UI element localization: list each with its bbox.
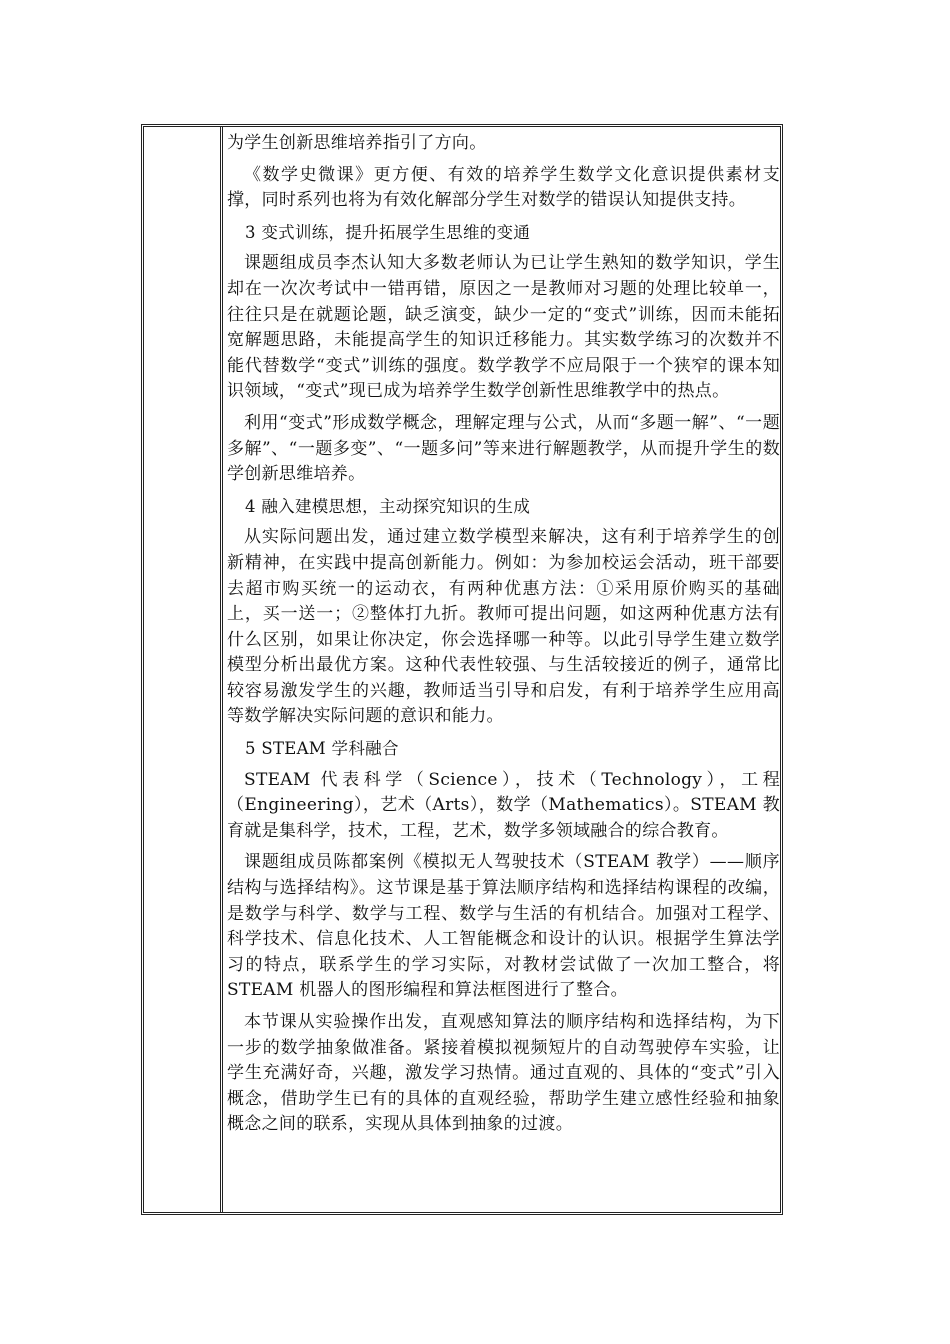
paragraph-lesson-description: 本节课从实验操作出发，直观感知算法的顺序结构和选择结构，为下一步的数学抽象做准备。紧接着模拟视频短片的自动驾驶停车实验，让学生充满好奇，兴趣，激发学习热情。通过直观的、具体的“变式”引入概念，借助学生已有的具体的直观经验，帮助学生建立感性经验和抽象概念之间的联系，实现从具体到抽象的过渡。 (227, 1012, 780, 1135)
content-table (141, 124, 783, 1215)
section-heading-3: 3 变式训练，提升拓展学生思维的变通 (245, 222, 531, 242)
paragraph-steam-definition: STEAM 代表科学（Science），技术（Technology），工程（Engineering），艺术（Arts），数学（Mathematics）。STEAM 教育就是集科学，技术，工程，艺术，数学多领域融合的综合教育。 (227, 769, 780, 841)
paragraph-continuation: 为学生创新思维培养指引了方向。 (227, 133, 487, 153)
paragraph-variation-training: 课题组成员李杰认知大多数老师认为已让学生熟知的数学知识，学生却在一次次考试中一错再错，原因之一是教师对习题的处理比较单一，往往只是在就题论题，缺乏演变，缺少一定的“变式”训练，因而未能拓宽解题思路，未能提高学生的知识迁移能力。其实数学练习的次数并不能代替数学“变式”训练的强度。数学教学不应局限于一个狭窄的课本知识领域，“变式”现已成为培养学生数学创新性思维教学中的热点。 (227, 253, 780, 402)
paragraph-math-history-microcourse: 《数学史微课》更方便、有效的培养学生数学文化意识提供素材支撑，同时系列也将为有效化解部分学生对数学的错误认知提供支持。 (227, 164, 780, 211)
paragraph-variation-concepts: 利用“变式”形成数学概念，理解定理与公式，从而“多题一解”、“一题多解”、“一题多变”、“一题多问”等来进行解题教学，从而提升学生的数学创新思维培养。 (227, 412, 780, 485)
table-left-cell (144, 127, 223, 1212)
section-heading-4: 4 融入建模思想，主动探究知识的生成 (245, 496, 531, 516)
paragraph-steam-case: 课题组成员陈都案例《模拟无人驾驶技术（STEAM 教学）——顺序结构与选择结构》。这节课是基于算法顺序结构和选择结构课程的改编，是数学与科学、数学与工程、数学与生活的有机结合。加强对工程学、科学技术、信息化技术、人工智能概念和设计的认识。根据学生算法学习的特点，联系学生的学习实际，对教材尝试做了一次加工整合，将 STEAM 机器人的图形编程和算法框图进行了整合。 (227, 852, 780, 1001)
table-right-cell (223, 127, 780, 1212)
paragraph-modeling: 从实际问题出发，通过建立数学模型来解决，这有利于培养学生的创新精神，在实践中提高创新能力。例如：为参加校运会活动，班干部要去超市购买统一的运动衣，有两种优惠方法：①采用原价购买的基础上，买一送一；②整体打九折。教师可提出问题，如这两种优惠方法有什么区别，如果让你决定，你会选择哪一种等。以此引导学生建立数学模型分析出最优方案。这种代表性较强、与生活较接近的例子，通常比较容易激发学生的兴趣，教师适当引导和启发，有利于培养学生应用高等数学解决实际问题的意识和能力。 (227, 527, 780, 727)
section-heading-5: 5 STEAM 学科融合 (245, 739, 399, 759)
